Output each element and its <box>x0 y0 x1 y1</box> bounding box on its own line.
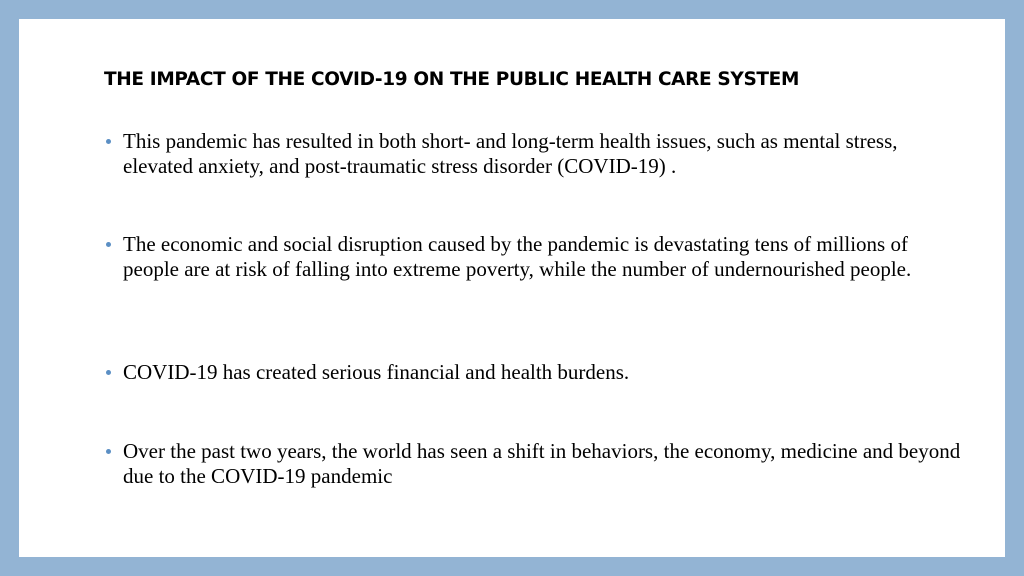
bullet-dot-icon <box>106 139 111 144</box>
bullet-text: Over the past two years, the world has seen a shift in behaviors, the economy, medicine and beyond due to the COVID-19 pandemic <box>123 439 961 488</box>
bullet-dot-icon <box>106 449 111 454</box>
bullet-item <box>106 439 966 489</box>
bullet-dot-icon <box>106 370 111 375</box>
slide <box>19 19 1005 557</box>
bullet-text: The economic and social disruption caused by the pandemic is devastating tens of millions of people are at risk of falling into extreme poverty, while the number of undernourished people. <box>123 232 912 281</box>
slide-title: THE IMPACT OF THE COVID-19 ON THE PUBLIC HEALTH CARE SYSTEM <box>104 69 800 90</box>
bullet-text: COVID-19 has created serious financial and health burdens. <box>123 360 630 384</box>
bullet-item <box>106 360 966 385</box>
bullet-dot-icon <box>106 242 111 247</box>
bullet-item <box>106 129 966 179</box>
bullet-item <box>106 232 966 282</box>
bullet-text: This pandemic has resulted in both short- and long-term health issues, such as mental stress, elevated anxiety, and post-traumatic stress disorder (COVID-19) . <box>123 129 898 178</box>
